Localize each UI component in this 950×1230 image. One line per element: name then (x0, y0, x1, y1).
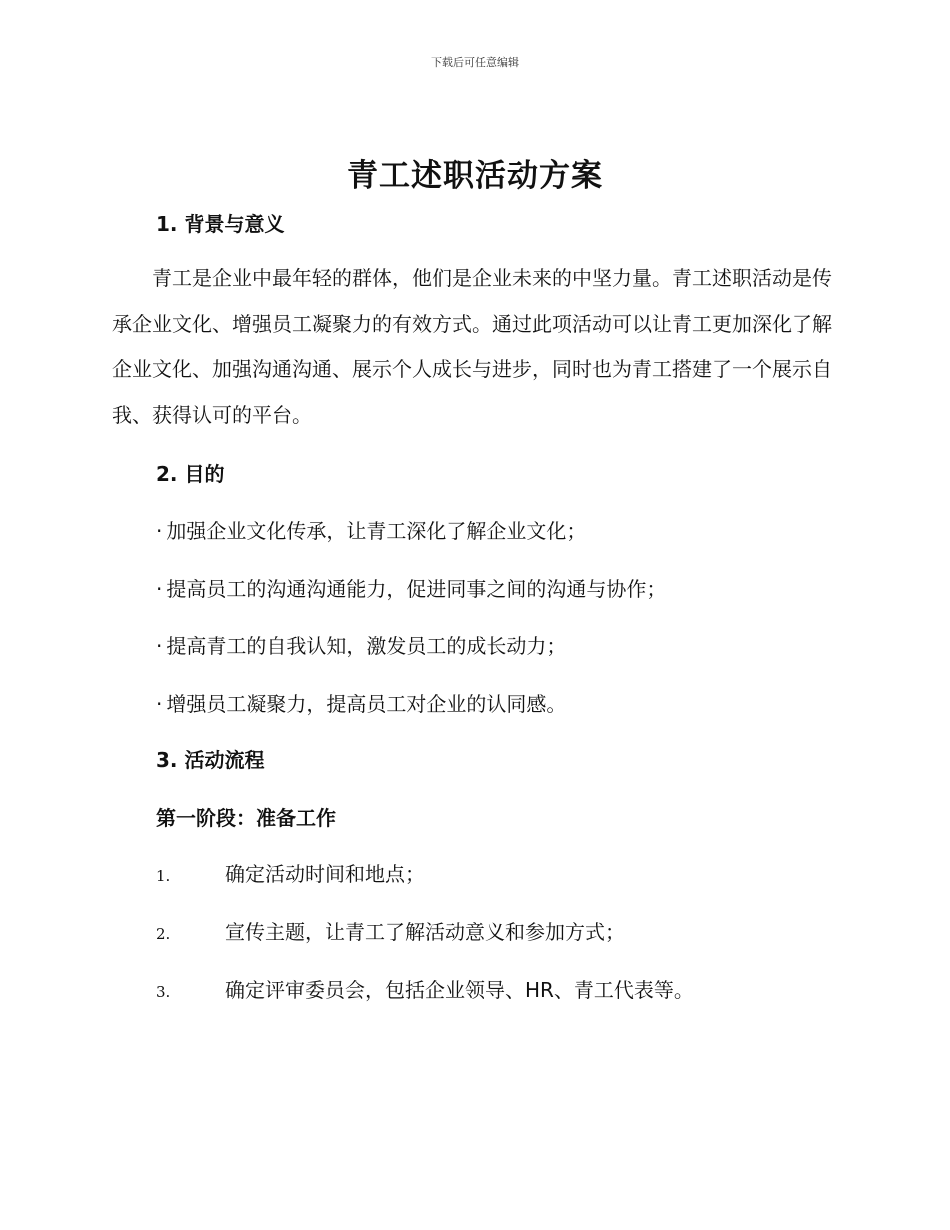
step-number: 3. (156, 983, 171, 1001)
step-text: 宣传主题，让青工了解活动意义和参加方式； (225, 920, 625, 944)
list-item (156, 515, 586, 544)
document-title: 青工述职活动方案 (347, 158, 603, 194)
bullet-icon: · (156, 577, 163, 601)
list-item-text: 增强员工凝聚力，提高员工对企业的认同感。 (166, 692, 567, 716)
step-text: 确定评审委员会，包括企业领导、HR、青工代表等。 (225, 978, 694, 1002)
step-text: 确定活动时间和地点； (225, 862, 425, 886)
phase-heading: 第一阶段：准备工作 (156, 806, 336, 830)
section-heading-purpose: 2. 目的 (156, 462, 225, 486)
list-item-text: 加强企业文化传承，让青工深化了解企业文化； (166, 519, 587, 543)
step-number: 2. (156, 925, 171, 943)
step-number: 1. (156, 867, 171, 885)
list-item (156, 630, 566, 659)
list-item (156, 573, 666, 602)
list-item (156, 688, 566, 717)
background-paragraph: 青工是企业中最年轻的群体，他们是企业未来的中坚力量。青工述职活动是传承企业文化、增强员工凝聚力的有效方式。通过此项活动可以让青工更加深化了解企业文化、加强沟通沟通、展示个人成长与进步，同时也为青工搭建了一个展示自我、获得认可的平台。 (112, 266, 832, 427)
header-note: 下载后可任意编辑 (431, 56, 519, 69)
numbered-step (156, 974, 694, 1003)
numbered-step (156, 916, 625, 945)
list-item-text: 提高青工的自我认知，激发员工的成长动力； (166, 634, 567, 658)
bullet-icon: · (156, 519, 163, 543)
bullet-icon: · (156, 692, 163, 716)
section-heading-process: 3. 活动流程 (156, 748, 265, 772)
section-heading-background: 1. 背景与意义 (156, 212, 285, 236)
list-item-text: 提高员工的沟通沟通能力，促进同事之间的沟通与协作； (166, 577, 667, 601)
bullet-icon: · (156, 634, 163, 658)
numbered-step (156, 858, 425, 887)
